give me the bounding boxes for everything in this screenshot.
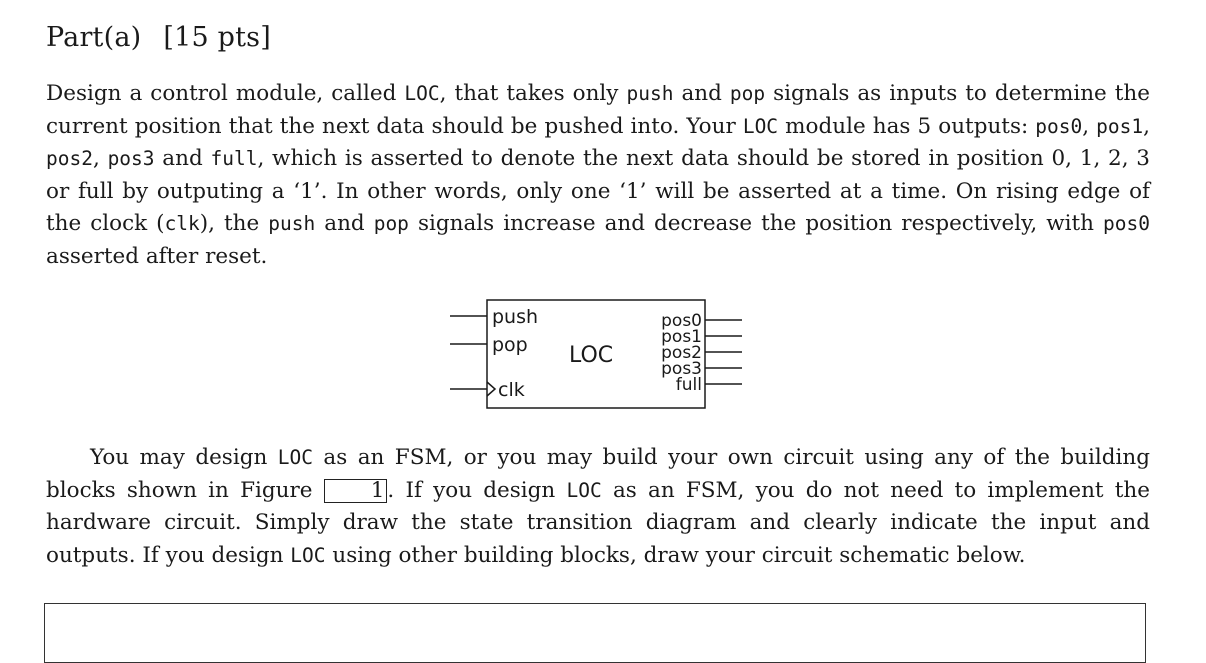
loc-block-diagram <box>450 296 780 412</box>
text: ), the <box>199 211 269 236</box>
code-pop: pop <box>373 212 409 235</box>
text: , which is asserted to denote the next data should be stored in position 0, 1, 2, 3 or full by outputing a ‘1’. In other words, only one ‘1’ will be asserted at a time. On rising edge of the clock ( <box>46 146 1150 236</box>
code-loc: LOC <box>290 543 326 567</box>
text: module has 5 outputs: <box>778 113 1036 139</box>
part-heading <box>46 22 271 53</box>
text: You may design <box>90 445 278 470</box>
text: and <box>154 146 211 171</box>
text: , <box>1082 113 1097 139</box>
code-loc: LOC <box>404 82 440 105</box>
clock-triangle <box>487 382 495 396</box>
text: using other building blocks, draw your circuit schematic below. <box>325 542 1026 568</box>
output-label-pos2: pos2 <box>661 343 702 363</box>
points-label: [15 pts] <box>163 22 271 53</box>
text: and <box>673 81 730 106</box>
code-pos3: pos3 <box>107 147 155 170</box>
code-pos1: pos1 <box>1096 114 1144 138</box>
input-label-pop: pop <box>492 334 528 356</box>
code-loc: LOC <box>566 478 602 502</box>
text: and <box>315 211 374 236</box>
text: , <box>92 146 108 171</box>
text: asserted after reset. <box>46 243 268 269</box>
text: , that takes only <box>439 81 627 106</box>
code-pos0: pos0 <box>1103 212 1150 235</box>
code-pos0: pos0 <box>1035 114 1083 138</box>
output-label-full: full <box>675 375 702 395</box>
code-clk: clk <box>164 212 200 235</box>
code-pos2: pos2 <box>46 147 93 170</box>
input-label-push: push <box>492 306 539 328</box>
code-loc: LOC <box>277 446 313 469</box>
text: . If you design <box>387 477 567 503</box>
text: Design a control module, called <box>46 81 405 106</box>
output-label-pos1: pos1 <box>661 327 702 347</box>
input-label-clk: clk <box>498 379 525 401</box>
answer-box[interactable] <box>44 603 1146 663</box>
text: signals increase and decrease the position respectively, with <box>408 211 1104 236</box>
text: as an FSM, or you may build your own circuit using any of the building blocks shown in Figure <box>46 445 1150 503</box>
module-name: LOC <box>569 343 614 368</box>
output-label-pos0: pos0 <box>661 311 702 331</box>
design-instructions <box>46 442 1150 572</box>
text: signals as inputs to determine the current position that the next data should be pushed into. Your <box>46 81 1150 139</box>
code-pop: pop <box>729 82 766 105</box>
part-label: Part(a) <box>46 22 142 53</box>
code-push: push <box>268 212 316 235</box>
figure-reference-link[interactable]: 1 <box>324 479 388 503</box>
text: as an FSM, you do not need to implement the hardware circuit. Simply draw the state transition diagram and clearly indicate the input and outputs. If you design <box>46 477 1150 568</box>
text: , <box>1143 113 1150 139</box>
code-push: push <box>626 82 674 105</box>
code-full: full <box>210 147 258 170</box>
output-label-pos3: pos3 <box>661 359 702 379</box>
code-loc: LOC <box>742 114 779 138</box>
problem-description <box>46 78 1150 273</box>
